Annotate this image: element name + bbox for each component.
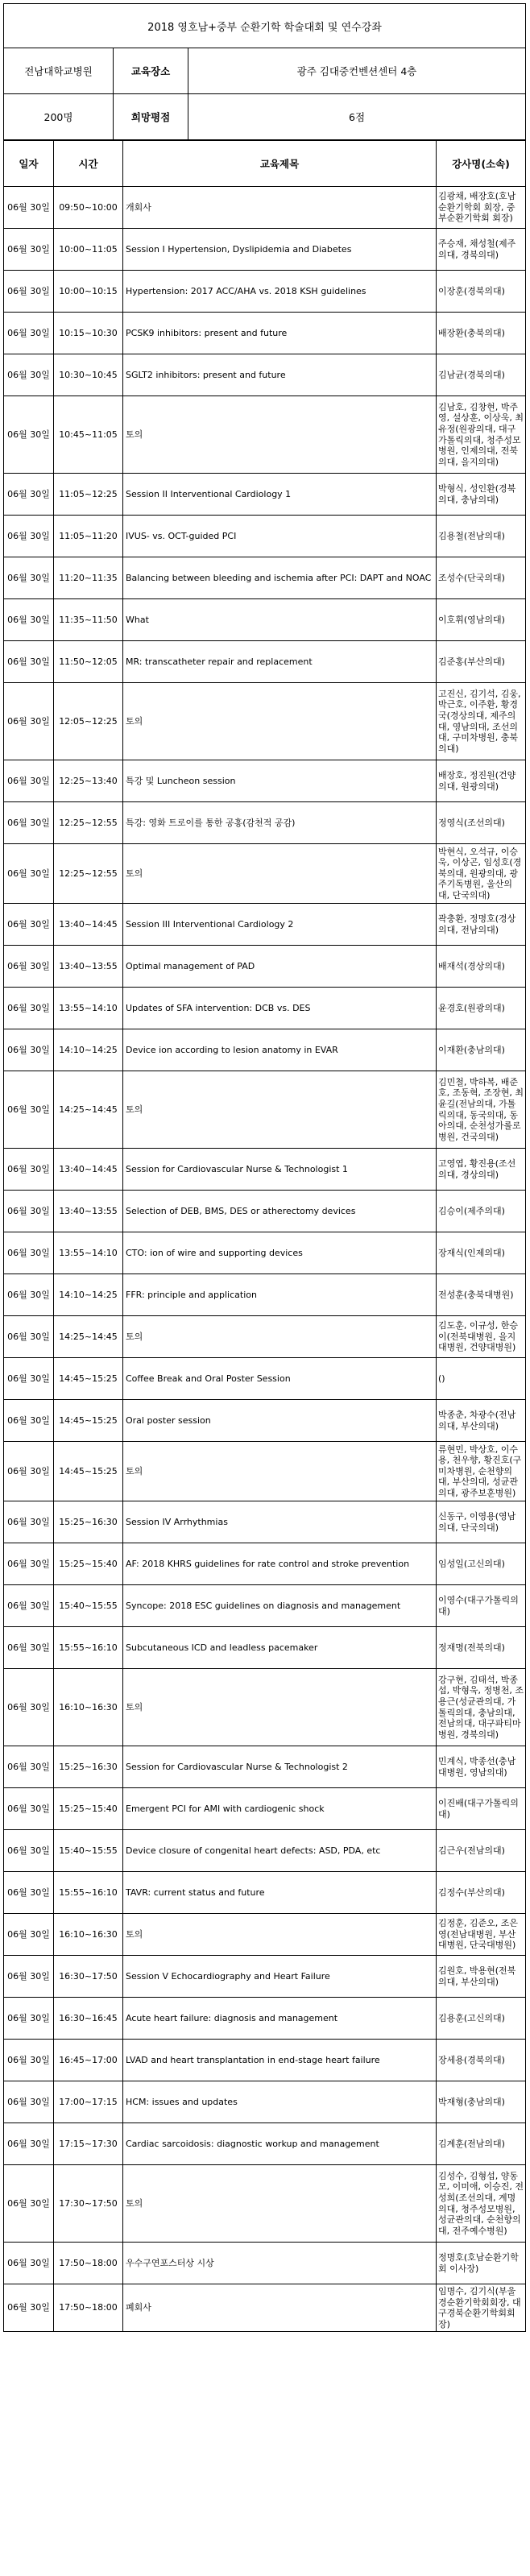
time-cell: 15:40~15:55 <box>54 1585 123 1627</box>
date-cell: 06월 30일 <box>4 313 54 354</box>
date-cell: 06월 30일 <box>4 1956 54 1998</box>
date-cell: 06월 30일 <box>4 2040 54 2081</box>
table-row <box>4 1358 526 1400</box>
time-cell: 16:10~16:30 <box>54 1669 123 1746</box>
session-title-cell: 우수구연포스터상 시상 <box>123 2243 437 2284</box>
speaker-cell: 배재석(경상의대) <box>437 946 526 988</box>
speaker-cell: 이호휘(영남의대) <box>437 599 526 641</box>
speaker-cell: 주승재, 채성철(제주의대, 경북의대) <box>437 229 526 271</box>
session-title-cell: 토의 <box>123 844 437 904</box>
date-cell: 06월 30일 <box>4 557 54 599</box>
event-info-table <box>3 3 526 140</box>
table-row <box>4 802 526 844</box>
capacity-cell: 200명 <box>4 94 114 140</box>
table-row <box>4 1543 526 1585</box>
date-cell: 06월 30일 <box>4 1029 54 1071</box>
session-title-cell: HCM: issues and updates <box>123 2081 437 2123</box>
speaker-cell: 곽충환, 정명호(경상의대, 전남의대) <box>437 904 526 946</box>
speaker-cell: 신동구, 이영용(영남의대, 단국의대) <box>437 1501 526 1543</box>
date-cell: 06월 30일 <box>4 396 54 474</box>
time-cell: 13:40~13:55 <box>54 946 123 988</box>
speaker-cell: 조성수(단국의대) <box>437 557 526 599</box>
date-cell: 06월 30일 <box>4 760 54 802</box>
time-cell: 10:45~11:05 <box>54 396 123 474</box>
date-cell: 06월 30일 <box>4 904 54 946</box>
date-cell: 06월 30일 <box>4 1501 54 1543</box>
schedule-header-row <box>4 141 526 187</box>
column-header-title: 교육제목 <box>123 141 437 187</box>
schedule-body <box>4 187 526 2332</box>
session-title-cell: 토의 <box>123 1316 437 1358</box>
table-row <box>4 1316 526 1358</box>
time-cell: 15:25~16:30 <box>54 1501 123 1543</box>
time-cell: 17:15~17:30 <box>54 2123 123 2165</box>
session-title-cell: Acute heart failure: diagnosis and management <box>123 1998 437 2040</box>
session-title-cell: AF: 2018 KHRS guidelines for rate control and stroke prevention <box>123 1543 437 1585</box>
table-row <box>4 1627 526 1669</box>
speaker-cell: 김용철(전남의대) <box>437 516 526 557</box>
credit-label: 희망평점 <box>114 94 188 140</box>
time-cell: 16:30~16:45 <box>54 1998 123 2040</box>
table-row <box>4 271 526 313</box>
session-title-cell: 특강: 영화 트로이를 통한 공홍(감천적 공감) <box>123 802 437 844</box>
session-title-cell: Hypertension: 2017 ACC/AHA vs. 2018 KSH guidelines <box>123 271 437 313</box>
time-cell: 13:40~14:45 <box>54 1149 123 1191</box>
speaker-cell: 윤경호(원광의대) <box>437 988 526 1029</box>
session-title-cell: Oral poster session <box>123 1400 437 1442</box>
date-cell: 06월 30일 <box>4 1543 54 1585</box>
time-cell: 09:50~10:00 <box>54 187 123 229</box>
column-header-time: 시간 <box>54 141 123 187</box>
session-title-cell: Updates of SFA intervention: DCB vs. DES <box>123 988 437 1029</box>
date-cell: 06월 30일 <box>4 1788 54 1830</box>
session-title-cell: IVUS- vs. OCT-guided PCI <box>123 516 437 557</box>
date-cell: 06월 30일 <box>4 844 54 904</box>
time-cell: 15:25~15:40 <box>54 1788 123 1830</box>
event-title: 2018 영호남+중부 순환기학 학술대회 및 연수강좌 <box>4 4 526 48</box>
speaker-cell: 정영식(조선의대) <box>437 802 526 844</box>
table-row <box>4 1998 526 2040</box>
venue-cell: 광주 김대중컨벤션센터 4층 <box>188 48 526 94</box>
time-cell: 15:55~16:10 <box>54 1872 123 1914</box>
table-row <box>4 187 526 229</box>
table-row <box>4 2040 526 2081</box>
date-cell: 06월 30일 <box>4 2284 54 2332</box>
session-title-cell: Session IV Arrhythmias <box>123 1501 437 1543</box>
time-cell: 16:10~16:30 <box>54 1914 123 1956</box>
session-title-cell: 토의 <box>123 683 437 760</box>
speaker-cell: 고진신, 김기석, 김웅, 박근호, 이주환, 황경국(경상의대, 제주의대, 영남의대, 조선의대, 구미차병원, 충북의대) <box>437 683 526 760</box>
speaker-cell: 전성훈(충북대병원) <box>437 1274 526 1316</box>
time-cell: 11:35~11:50 <box>54 599 123 641</box>
session-title-cell: 토의 <box>123 1442 437 1501</box>
speaker-cell: 김준홍(부산의대) <box>437 641 526 683</box>
speaker-cell: () <box>437 1358 526 1400</box>
date-cell: 06월 30일 <box>4 354 54 396</box>
table-row <box>4 1274 526 1316</box>
date-cell: 06월 30일 <box>4 1669 54 1746</box>
table-row <box>4 904 526 946</box>
table-row <box>4 2165 526 2243</box>
session-title-cell: Session III Interventional Cardiology 2 <box>123 904 437 946</box>
time-cell: 11:05~11:20 <box>54 516 123 557</box>
date-cell: 06월 30일 <box>4 229 54 271</box>
table-row <box>4 760 526 802</box>
speaker-cell: 김정수(부산의대) <box>437 1872 526 1914</box>
session-title-cell: 개회사 <box>123 187 437 229</box>
table-row <box>4 1232 526 1274</box>
session-title-cell: Session II Interventional Cardiology 1 <box>123 474 437 516</box>
session-title-cell: SGLT2 inhibitors: present and future <box>123 354 437 396</box>
speaker-cell: 이장훈(경북의대) <box>437 271 526 313</box>
speaker-cell: 김성수, 김형섭, 양동모, 이미애, 이승진, 전성희(조선의대, 계명의대, 청주성모병원, 성균관의대, 순천향의대, 전주예수병원) <box>437 2165 526 2243</box>
time-cell: 12:25~13:40 <box>54 760 123 802</box>
time-cell: 13:40~14:45 <box>54 904 123 946</box>
date-cell: 06월 30일 <box>4 641 54 683</box>
table-row <box>4 641 526 683</box>
table-row <box>4 1442 526 1501</box>
session-title-cell: 토의 <box>123 1914 437 1956</box>
date-cell: 06월 30일 <box>4 1071 54 1149</box>
session-title-cell: Syncope: 2018 ESC guidelines on diagnosis and management <box>123 1585 437 1627</box>
session-title-cell: Subcutaneous ICD and leadless pacemaker <box>123 1627 437 1669</box>
session-title-cell: Selection of DEB, BMS, DES or atherectomy devices <box>123 1191 437 1232</box>
table-row <box>4 2284 526 2332</box>
speaker-cell: 박종춘, 차광수(전남의대, 부산의대) <box>437 1400 526 1442</box>
time-cell: 12:05~12:25 <box>54 683 123 760</box>
session-title-cell: Device closure of congenital heart defects: ASD, PDA, etc <box>123 1830 437 1872</box>
speaker-cell: 김원호, 박용현(전북의대, 부산의대) <box>437 1956 526 1998</box>
speaker-cell: 김근우(전남의대) <box>437 1830 526 1872</box>
speaker-cell: 김남균(경북의대) <box>437 354 526 396</box>
session-title-cell: 특강 및 Luncheon session <box>123 760 437 802</box>
date-cell: 06월 30일 <box>4 802 54 844</box>
session-title-cell: Emergent PCI for AMI with cardiogenic shock <box>123 1788 437 1830</box>
speaker-cell: 김민철, 박하복, 배준호, 조동혁, 조장현, 최윤길(전남의대, 가톨릭의대, 동국의대, 동아의대, 순천성가롤로병원, 건국의대) <box>437 1071 526 1149</box>
time-cell: 15:55~16:10 <box>54 1627 123 1669</box>
table-row <box>4 1400 526 1442</box>
credit-cell: 6점 <box>188 94 526 140</box>
date-cell: 06월 30일 <box>4 1400 54 1442</box>
session-title-cell: What <box>123 599 437 641</box>
date-cell: 06월 30일 <box>4 683 54 760</box>
speaker-cell: 강구현, 김태석, 박종섭, 박형욱, 정병천, 조용근(성균관의대, 가톨릭의대, 충남의대, 전남의대, 대구파티마병원, 경북의대) <box>437 1669 526 1746</box>
date-cell: 06월 30일 <box>4 1872 54 1914</box>
session-title-cell: MR: transcatheter repair and replacement <box>123 641 437 683</box>
speaker-cell: 이영수(대구가톨릭의대) <box>437 1585 526 1627</box>
speaker-cell: 정명호(호남순환기학회 이사장) <box>437 2243 526 2284</box>
time-cell: 17:50~18:00 <box>54 2284 123 2332</box>
time-cell: 10:00~10:15 <box>54 271 123 313</box>
session-title-cell: LVAD and heart transplantation in end-stage heart failure <box>123 2040 437 2081</box>
date-cell: 06월 30일 <box>4 1149 54 1191</box>
table-row <box>4 516 526 557</box>
table-row <box>4 1872 526 1914</box>
date-cell: 06월 30일 <box>4 516 54 557</box>
date-cell: 06월 30일 <box>4 1746 54 1788</box>
date-cell: 06월 30일 <box>4 1191 54 1232</box>
speaker-cell: 박현식, 오석규, 이승욱, 이상곤, 임성호(경북의대, 원광의대, 광주기독병원, 울산의대, 단국의대) <box>437 844 526 904</box>
speaker-cell: 장세용(경북의대) <box>437 2040 526 2081</box>
speaker-cell: 김광채, 배장호(호남순환기학회 회장, 중부순환기학회 회장) <box>437 187 526 229</box>
speaker-cell: 이진배(대구가톨릭의대) <box>437 1788 526 1830</box>
session-title-cell: Device ion according to lesion anatomy in EVAR <box>123 1029 437 1071</box>
session-title-cell: Coffee Break and Oral Poster Session <box>123 1358 437 1400</box>
time-cell: 14:25~14:45 <box>54 1071 123 1149</box>
table-row <box>4 1914 526 1956</box>
session-title-cell: CTO: ion of wire and supporting devices <box>123 1232 437 1274</box>
date-cell: 06월 30일 <box>4 1585 54 1627</box>
session-title-cell: Session V Echocardiography and Heart Failure <box>123 1956 437 1998</box>
session-title-cell: 토의 <box>123 1071 437 1149</box>
session-title-cell: Session for Cardiovascular Nurse & Technologist 2 <box>123 1746 437 1788</box>
time-cell: 14:45~15:25 <box>54 1400 123 1442</box>
session-title-cell: Session for Cardiovascular Nurse & Technologist 1 <box>123 1149 437 1191</box>
session-title-cell: FFR: principle and application <box>123 1274 437 1316</box>
date-cell: 06월 30일 <box>4 2243 54 2284</box>
time-cell: 14:45~15:25 <box>54 1358 123 1400</box>
session-title-cell: 토의 <box>123 396 437 474</box>
date-cell: 06월 30일 <box>4 2081 54 2123</box>
session-title-cell: 토의 <box>123 1669 437 1746</box>
table-row <box>4 2243 526 2284</box>
speaker-cell: 김용훈(고신의대) <box>437 1998 526 2040</box>
time-cell: 12:25~12:55 <box>54 802 123 844</box>
schedule-table <box>3 140 526 2332</box>
session-title-cell: Session I Hypertension, Dyslipidemia and Diabetes <box>123 229 437 271</box>
speaker-cell: 류현민, 박상호, 이수용, 천우향, 황진호(구미차병원, 순천향의대, 부산의대, 성균관의대, 광주보훈병원) <box>437 1442 526 1501</box>
date-cell: 06월 30일 <box>4 599 54 641</box>
date-cell: 06월 30일 <box>4 1358 54 1400</box>
time-cell: 13:40~13:55 <box>54 1191 123 1232</box>
column-header-speaker: 강사명(소속) <box>437 141 526 187</box>
time-cell: 11:05~12:25 <box>54 474 123 516</box>
host-cell: 전남대학교병원 <box>4 48 114 94</box>
speaker-cell: 정재명(전북의대) <box>437 1627 526 1669</box>
speaker-cell: 이재환(충남의대) <box>437 1029 526 1071</box>
date-cell: 06월 30일 <box>4 474 54 516</box>
table-row <box>4 683 526 760</box>
date-cell: 06월 30일 <box>4 988 54 1029</box>
date-cell: 06월 30일 <box>4 1232 54 1274</box>
speaker-cell: 김정훈, 김준오, 조은영(전남대병원, 부산대병원, 단국대병원) <box>437 1914 526 1956</box>
time-cell: 14:25~14:45 <box>54 1316 123 1358</box>
time-cell: 16:30~17:50 <box>54 1956 123 1998</box>
time-cell: 17:30~17:50 <box>54 2165 123 2243</box>
table-row <box>4 229 526 271</box>
date-cell: 06월 30일 <box>4 1274 54 1316</box>
time-cell: 11:20~11:35 <box>54 557 123 599</box>
table-row <box>4 1071 526 1149</box>
time-cell: 10:00~11:05 <box>54 229 123 271</box>
speaker-cell: 임성일(고신의대) <box>437 1543 526 1585</box>
table-row <box>4 354 526 396</box>
date-cell: 06월 30일 <box>4 1914 54 1956</box>
session-title-cell: Cardiac sarcoidosis: diagnostic workup and management <box>123 2123 437 2165</box>
date-cell: 06월 30일 <box>4 946 54 988</box>
table-row <box>4 988 526 1029</box>
table-row <box>4 1788 526 1830</box>
table-row <box>4 1191 526 1232</box>
time-cell: 15:40~15:55 <box>54 1830 123 1872</box>
table-row <box>4 1746 526 1788</box>
time-cell: 11:50~12:05 <box>54 641 123 683</box>
session-title-cell: Balancing between bleeding and ischemia after PCI: DAPT and NOAC <box>123 557 437 599</box>
date-cell: 06월 30일 <box>4 1316 54 1358</box>
table-row <box>4 946 526 988</box>
table-row <box>4 844 526 904</box>
time-cell: 13:55~14:10 <box>54 1232 123 1274</box>
session-title-cell: 토의 <box>123 2165 437 2243</box>
time-cell: 13:55~14:10 <box>54 988 123 1029</box>
speaker-cell: 김남호, 김창현, 박주영, 설상훈, 이상욱, 최유정(원광의대, 대구가톨릭의대, 청주성모병원, 인제의대, 전북의대, 을지의대) <box>437 396 526 474</box>
session-title-cell: PCSK9 inhibitors: present and future <box>123 313 437 354</box>
table-row <box>4 1585 526 1627</box>
time-cell: 10:30~10:45 <box>54 354 123 396</box>
table-row <box>4 396 526 474</box>
table-row <box>4 1956 526 1998</box>
speaker-cell: 민계식, 박종선(충남대병원, 영남의대) <box>437 1746 526 1788</box>
time-cell: 15:25~16:30 <box>54 1746 123 1788</box>
table-row <box>4 474 526 516</box>
speaker-cell: 배장환(충북의대) <box>437 313 526 354</box>
table-row <box>4 1149 526 1191</box>
time-cell: 14:10~14:25 <box>54 1274 123 1316</box>
table-row <box>4 1669 526 1746</box>
table-row <box>4 1501 526 1543</box>
document-page <box>3 3 525 2332</box>
date-cell: 06월 30일 <box>4 1627 54 1669</box>
date-cell: 06월 30일 <box>4 271 54 313</box>
speaker-cell: 김도훈, 이규성, 한승이(전북대병원, 을지대병원, 건양대병원) <box>437 1316 526 1358</box>
time-cell: 16:45~17:00 <box>54 2040 123 2081</box>
speaker-cell: 고영엽, 황진용(조선의대, 경상의대) <box>437 1149 526 1191</box>
date-cell: 06월 30일 <box>4 187 54 229</box>
time-cell: 17:00~17:15 <box>54 2081 123 2123</box>
time-cell: 17:50~18:00 <box>54 2243 123 2284</box>
time-cell: 12:25~12:55 <box>54 844 123 904</box>
time-cell: 10:15~10:30 <box>54 313 123 354</box>
date-cell: 06월 30일 <box>4 2123 54 2165</box>
column-header-date: 일자 <box>4 141 54 187</box>
table-row <box>4 1830 526 1872</box>
session-title-cell: TAVR: current status and future <box>123 1872 437 1914</box>
table-row <box>4 313 526 354</box>
table-row <box>4 1029 526 1071</box>
time-cell: 14:45~15:25 <box>54 1442 123 1501</box>
speaker-cell: 김계훈(전남의대) <box>437 2123 526 2165</box>
date-cell: 06월 30일 <box>4 1830 54 1872</box>
venue-label: 교육장소 <box>114 48 188 94</box>
date-cell: 06월 30일 <box>4 1998 54 2040</box>
speaker-cell: 김승이(제주의대) <box>437 1191 526 1232</box>
speaker-cell: 임명수, 김기식(부울경순환기학회회장, 대구경북순환기학회회장) <box>437 2284 526 2332</box>
table-row <box>4 2123 526 2165</box>
session-title-cell: 폐회사 <box>123 2284 437 2332</box>
date-cell: 06월 30일 <box>4 2165 54 2243</box>
time-cell: 14:10~14:25 <box>54 1029 123 1071</box>
speaker-cell: 박형식, 성인환(경북의대, 충남의대) <box>437 474 526 516</box>
date-cell: 06월 30일 <box>4 1442 54 1501</box>
session-title-cell: Optimal management of PAD <box>123 946 437 988</box>
speaker-cell: 배장호, 정진원(건양의대, 원광의대) <box>437 760 526 802</box>
speaker-cell: 장재식(인제의대) <box>437 1232 526 1274</box>
table-row <box>4 599 526 641</box>
table-row <box>4 2081 526 2123</box>
time-cell: 15:25~15:40 <box>54 1543 123 1585</box>
table-row <box>4 557 526 599</box>
speaker-cell: 박재형(충남의대) <box>437 2081 526 2123</box>
